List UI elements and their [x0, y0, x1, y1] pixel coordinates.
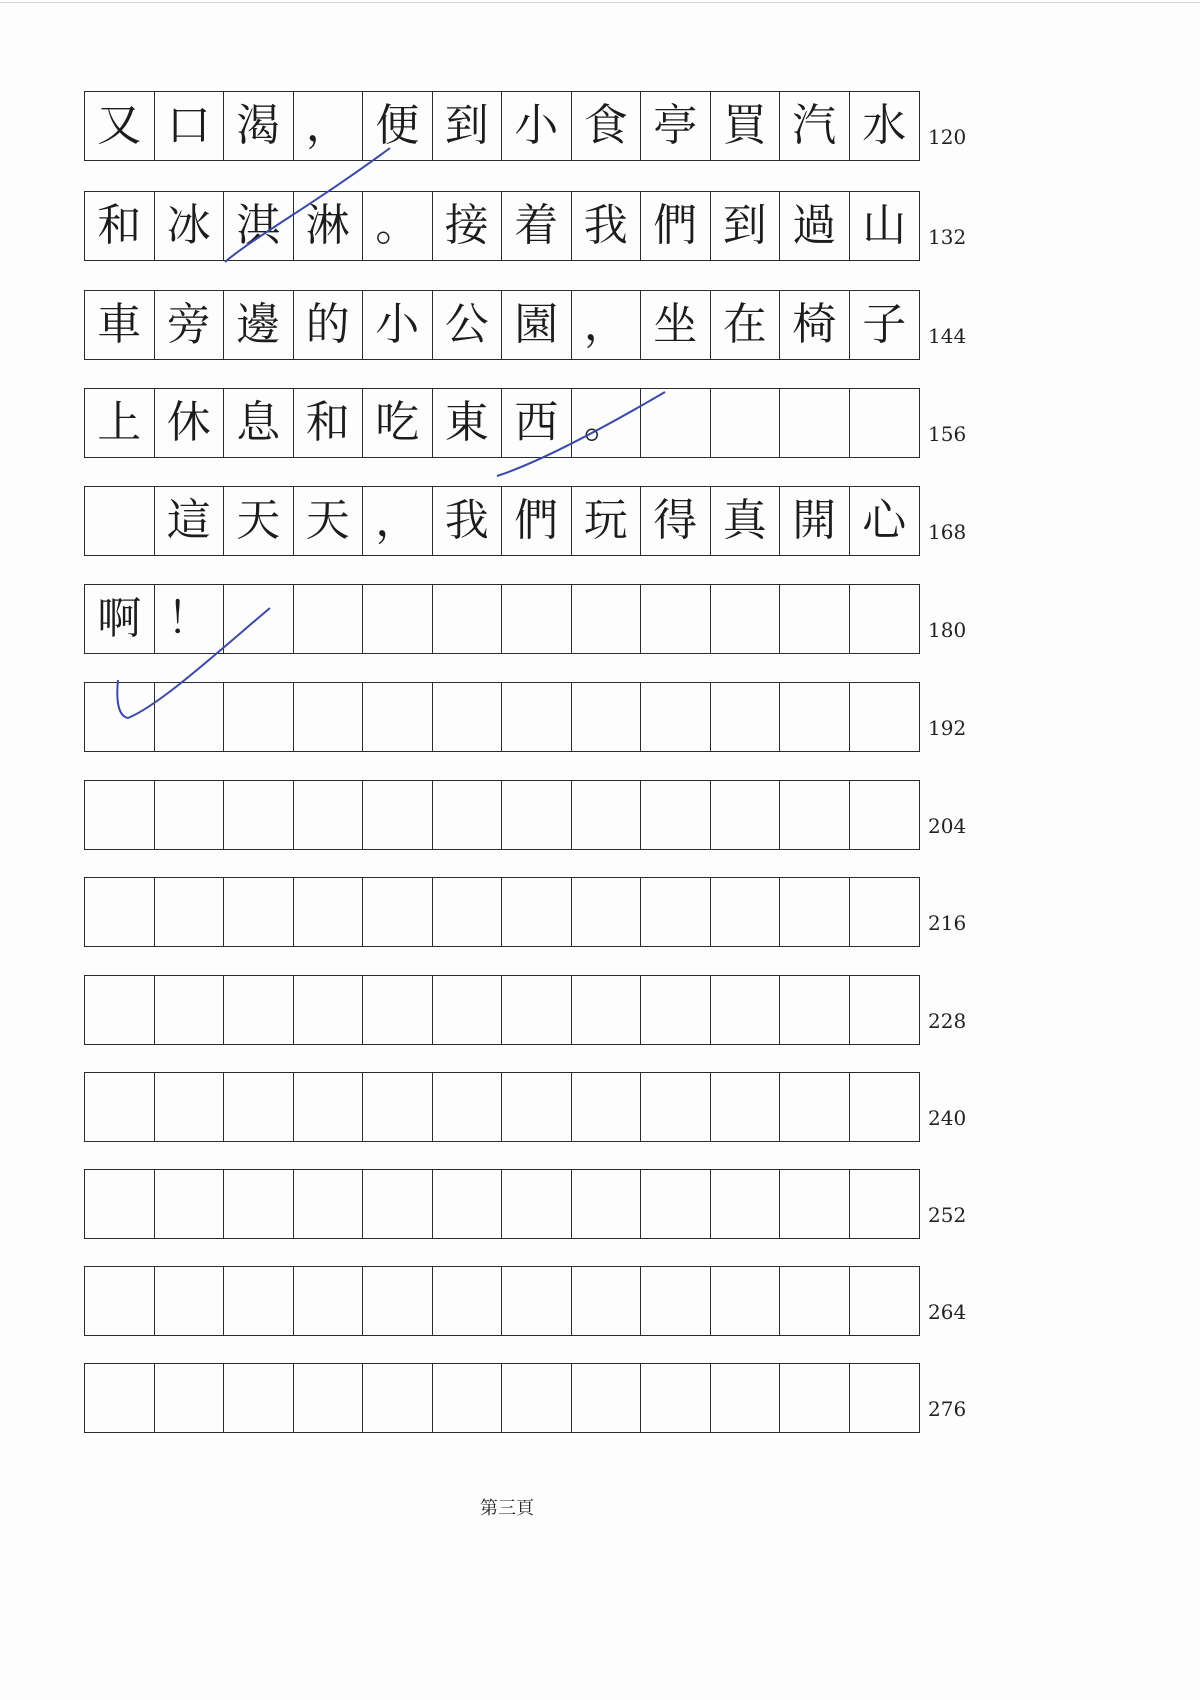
grid-cell: 汽 — [780, 92, 850, 160]
grid-cell — [641, 585, 711, 653]
grid-cell — [155, 1170, 225, 1238]
grid-cell — [294, 585, 364, 653]
grid-cell — [780, 389, 850, 457]
character-count-label: 252 — [928, 1203, 967, 1227]
grid-cell — [224, 878, 294, 946]
character-count-label: 240 — [928, 1106, 967, 1130]
grid-cell — [711, 585, 781, 653]
grid-cell — [155, 976, 225, 1044]
grid-cell — [572, 585, 642, 653]
grid-cell — [780, 585, 850, 653]
grid-cell — [641, 1073, 711, 1141]
grid-cell — [363, 976, 433, 1044]
grid-cell — [363, 1073, 433, 1141]
grid-cell — [433, 1073, 503, 1141]
grid-cell — [363, 1170, 433, 1238]
grid-cell — [85, 878, 155, 946]
grid-cell: 園 — [502, 291, 572, 359]
grid-cell — [711, 878, 781, 946]
grid-cell — [780, 683, 850, 751]
grid-cell: 公 — [433, 291, 503, 359]
grid-cell — [572, 878, 642, 946]
grid-cell — [363, 878, 433, 946]
grid-cell: 我 — [433, 487, 503, 555]
grid-row — [84, 1169, 920, 1239]
grid-cell — [85, 781, 155, 849]
grid-row — [84, 584, 920, 654]
grid-cell — [641, 878, 711, 946]
grid-cell — [850, 389, 920, 457]
grid-cell — [780, 1170, 850, 1238]
grid-cell: 山 — [862, 200, 907, 251]
grid-cell — [780, 781, 850, 849]
grid-cell — [711, 683, 781, 751]
grid-cell: 息 — [224, 389, 294, 457]
grid-row — [84, 1072, 920, 1142]
grid-cell: 小 — [363, 291, 433, 359]
grid-cell — [433, 1267, 503, 1335]
character-count-label: 144 — [928, 324, 967, 348]
grid-cell — [85, 1170, 155, 1238]
grid-cell — [433, 1170, 503, 1238]
grid-cell — [294, 1267, 364, 1335]
grid-cell — [711, 1073, 781, 1141]
grid-cell — [294, 781, 364, 849]
grid-cell: ， — [572, 291, 642, 359]
grid-cell — [155, 1073, 225, 1141]
grid-row — [84, 486, 920, 556]
grid-cell — [850, 683, 920, 751]
grid-cell: 心 — [862, 495, 907, 546]
grid-cell — [85, 683, 155, 751]
grid-cell — [572, 976, 642, 1044]
grid-cell — [572, 781, 642, 849]
grid-cell — [711, 389, 781, 457]
grid-cell — [780, 976, 850, 1044]
grid-cell — [363, 1364, 433, 1432]
grid-cell: 水 — [862, 100, 907, 151]
grid-cell: 天 — [294, 487, 364, 555]
grid-cell — [502, 1073, 572, 1141]
character-count-label: 264 — [928, 1300, 967, 1324]
grid-cell — [641, 1170, 711, 1238]
grid-cell — [85, 487, 155, 555]
character-count-label: 192 — [928, 716, 967, 740]
scan-edge-line — [0, 2, 1200, 3]
grid-cell — [850, 1073, 920, 1141]
grid-cell: 上 — [85, 389, 155, 457]
grid-cell: 椅 — [780, 291, 850, 359]
grid-cell: 渴 — [224, 92, 294, 160]
grid-cell: 接 — [433, 192, 503, 260]
grid-cell — [850, 585, 920, 653]
grid-cell: 淇 — [224, 192, 294, 260]
grid-cell: 。 — [363, 192, 433, 260]
grid-cell — [433, 781, 503, 849]
grid-cell — [641, 389, 711, 457]
character-count-label: 132 — [928, 225, 967, 249]
grid-cell: 和 — [85, 192, 155, 260]
grid-cell: 。 — [572, 389, 642, 457]
grid-cell: 口 — [155, 92, 225, 160]
grid-cell: 休 — [155, 389, 225, 457]
grid-cell: 淋 — [294, 192, 364, 260]
grid-row — [84, 682, 920, 752]
page-footer: 第三頁 — [480, 1498, 534, 1519]
grid-cell: 這 — [155, 487, 225, 555]
grid-cell — [224, 585, 294, 653]
character-count-label: 168 — [928, 520, 967, 544]
grid-cell: 亭 — [641, 92, 711, 160]
grid-cell — [155, 781, 225, 849]
grid-cell — [711, 976, 781, 1044]
grid-cell — [224, 1073, 294, 1141]
character-count-label: 120 — [928, 125, 967, 149]
grid-cell — [641, 1364, 711, 1432]
character-count-label: 216 — [928, 911, 967, 935]
grid-cell — [85, 1073, 155, 1141]
grid-cell: 到 — [711, 192, 781, 260]
grid-cell — [850, 1364, 920, 1432]
grid-row — [84, 780, 920, 850]
grid-cell — [433, 976, 503, 1044]
grid-cell — [641, 781, 711, 849]
grid-cell: 玩 — [572, 487, 642, 555]
grid-cell — [155, 683, 225, 751]
character-count-label: 276 — [928, 1397, 967, 1421]
grid-cell: 開 — [780, 487, 850, 555]
grid-cell — [294, 683, 364, 751]
grid-cell — [711, 1170, 781, 1238]
grid-cell: 過 — [780, 192, 850, 260]
grid-cell — [294, 976, 364, 1044]
grid-cell: 的 — [294, 291, 364, 359]
grid-cell — [641, 1267, 711, 1335]
grid-cell — [433, 878, 503, 946]
grid-cell: 們 — [641, 192, 711, 260]
grid-cell: 便 — [363, 92, 433, 160]
grid-cell — [224, 683, 294, 751]
grid-cell — [850, 781, 920, 849]
grid-cell: ， — [294, 92, 364, 160]
grid-cell: 旁 — [155, 291, 225, 359]
grid-cell — [572, 1170, 642, 1238]
grid-cell — [85, 976, 155, 1044]
grid-cell — [850, 976, 920, 1044]
grid-cell: 車 — [85, 291, 155, 359]
grid-cell — [224, 781, 294, 849]
grid-row — [84, 1266, 920, 1336]
grid-row — [84, 1363, 920, 1433]
grid-cell — [502, 1364, 572, 1432]
grid-cell: 食 — [572, 92, 642, 160]
grid-row — [84, 191, 920, 261]
grid-cell — [502, 585, 572, 653]
grid-cell: 西 — [502, 389, 572, 457]
grid-cell — [502, 976, 572, 1044]
grid-cell: 又 — [85, 92, 155, 160]
grid-cell — [850, 878, 920, 946]
grid-cell — [502, 878, 572, 946]
grid-cell: 子 — [862, 299, 907, 350]
grid-cell: 天 — [224, 487, 294, 555]
grid-cell — [155, 1267, 225, 1335]
grid-cell — [572, 1364, 642, 1432]
grid-row — [84, 975, 920, 1045]
grid-cell — [572, 683, 642, 751]
grid-cell — [224, 1364, 294, 1432]
grid-cell — [780, 1073, 850, 1141]
grid-cell: 到 — [433, 92, 503, 160]
grid-cell: ！ — [155, 585, 225, 653]
grid-cell — [363, 683, 433, 751]
grid-cell: 邊 — [224, 291, 294, 359]
grid-cell: 東 — [433, 389, 503, 457]
grid-cell — [155, 878, 225, 946]
grid-cell: ， — [363, 487, 433, 555]
grid-cell: 們 — [502, 487, 572, 555]
grid-cell: 吃 — [363, 389, 433, 457]
grid-cell — [780, 878, 850, 946]
grid-cell — [294, 1170, 364, 1238]
grid-cell: 我 — [572, 192, 642, 260]
grid-cell — [780, 1364, 850, 1432]
grid-cell — [780, 1267, 850, 1335]
character-count-label: 204 — [928, 814, 967, 838]
grid-row — [84, 91, 920, 161]
grid-cell — [433, 585, 503, 653]
grid-cell — [711, 1364, 781, 1432]
grid-cell: 着 — [502, 192, 572, 260]
grid-cell — [502, 683, 572, 751]
character-count-label: 156 — [928, 422, 967, 446]
grid-cell: 得 — [641, 487, 711, 555]
grid-cell — [155, 1364, 225, 1432]
grid-cell: 和 — [294, 389, 364, 457]
grid-cell — [641, 683, 711, 751]
grid-cell — [85, 1267, 155, 1335]
grid-cell — [850, 1170, 920, 1238]
grid-row — [84, 388, 920, 458]
grid-cell: 冰 — [155, 192, 225, 260]
grid-row — [84, 877, 920, 947]
grid-cell — [363, 585, 433, 653]
grid-cell — [502, 781, 572, 849]
grid-cell — [294, 1364, 364, 1432]
grid-cell: 小 — [502, 92, 572, 160]
grid-cell — [433, 1364, 503, 1432]
grid-cell: 真 — [711, 487, 781, 555]
grid-cell: 啊 — [85, 585, 155, 653]
grid-cell — [502, 1267, 572, 1335]
grid-cell — [224, 1170, 294, 1238]
grid-cell — [711, 781, 781, 849]
grid-cell — [502, 1170, 572, 1238]
grid-cell — [85, 1364, 155, 1432]
grid-cell — [433, 683, 503, 751]
grid-cell — [711, 1267, 781, 1335]
character-count-label: 228 — [928, 1009, 967, 1033]
grid-cell: 坐 — [641, 291, 711, 359]
grid-cell — [363, 1267, 433, 1335]
grid-cell: 在 — [711, 291, 781, 359]
grid-row — [84, 290, 920, 360]
grid-cell — [572, 1267, 642, 1335]
grid-cell — [224, 1267, 294, 1335]
grid-cell — [641, 976, 711, 1044]
character-count-label: 180 — [928, 618, 967, 642]
grid-cell — [363, 781, 433, 849]
grid-cell — [294, 1073, 364, 1141]
grid-cell — [294, 878, 364, 946]
grid-cell — [850, 1267, 920, 1335]
grid-cell: 買 — [711, 92, 781, 160]
grid-cell — [224, 976, 294, 1044]
grid-cell — [572, 1073, 642, 1141]
